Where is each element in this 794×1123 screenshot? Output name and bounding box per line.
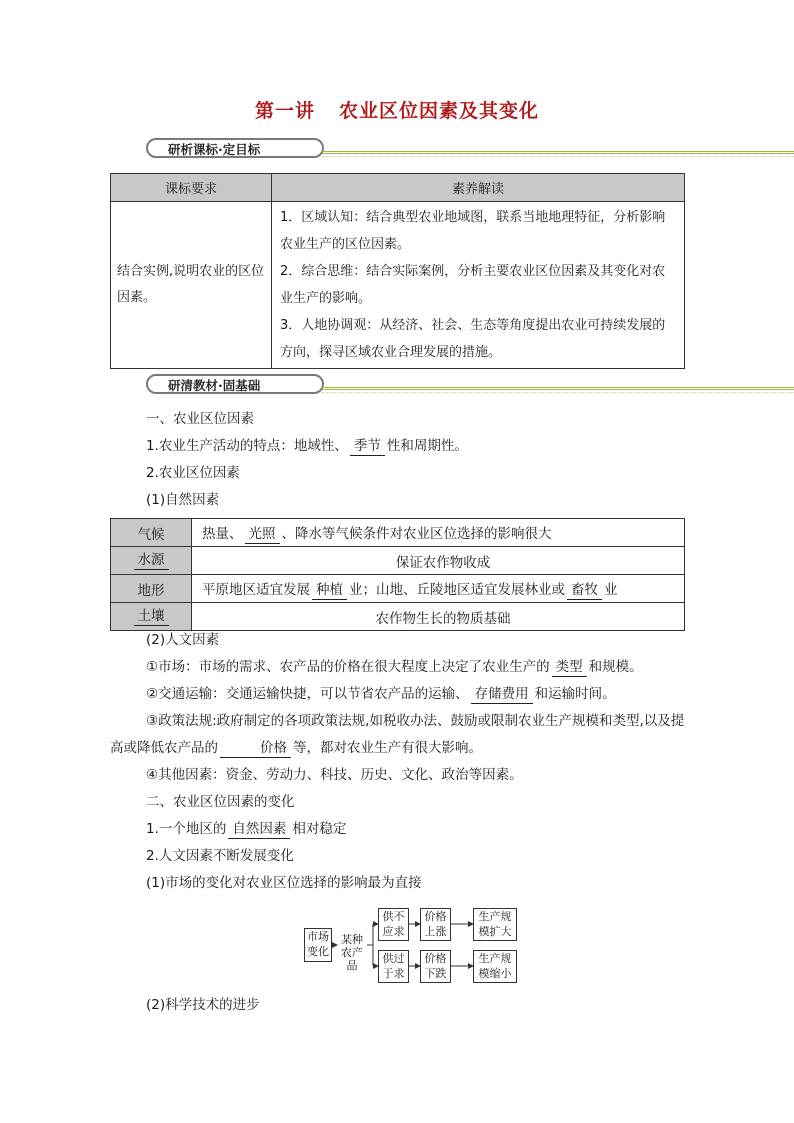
factor-label: 地形 [111,575,192,603]
natural-factors-table [110,518,685,631]
literacy-interpretation [272,202,685,369]
factor-label: 气候 [111,519,192,547]
table-row [111,547,685,575]
expand-box: 生产规模扩大 [473,908,517,941]
factor-description: 保证农作物收成 [192,547,685,575]
banner-label: 研析课标·定目标 [146,138,324,158]
header-literacy: 素养解读 [272,174,685,202]
banner-label: 研清教材·固基础 [146,374,324,394]
paragraph-changing: 2.人文因素不断发展变化 [146,848,294,864]
literacy-item: 3．人地协调观：从经济、社会、生态等角度提出农业可持续发展的方向，探寻区域农业合理发展的措施。 [280,318,666,360]
market-change-box: 市场变化 [304,928,332,962]
answer-blank: 畜牧 [567,581,602,600]
factor-label [111,547,192,575]
section-heading-2: 二、农业区位因素的变化 [146,794,295,810]
market-flow-diagram [300,905,520,985]
answer-blank: 存储费用 [471,685,533,704]
answer-blank: 种植 [312,581,347,600]
standards-table [110,173,685,369]
banner-rule-dotted [322,392,794,393]
paragraph-policy: ③政策法规:政府制定的各项政策法规,如税收办法、鼓励或限制农业生产规模和类型,以及提高或降低农产品的 价格 等，都对农业生产有很大影响。 [110,713,685,756]
factor-description: 平原地区适宜发展 种植 业；山地、丘陵地区适宜发展林业或 畜牧 业 [192,575,685,603]
answer-blank: 土壤 [134,607,169,626]
paragraph-factors: 2.农业区位因素 [146,465,240,481]
lecture-number: 第一讲 [254,100,315,122]
table-row [111,519,685,547]
paragraph-market: ①市场：市场的需求、农产品的价格在很大程度上决定了农业生产的 类型 和规模。 [146,659,643,675]
answer-blank: 水源 [134,551,169,570]
table-row [111,202,685,369]
product-label: 某种农产品 [341,933,363,972]
answer-blank: 类型 [552,658,587,677]
supply-over-box: 供过于求 [378,950,409,983]
section-heading-1: 一、农业区位因素 [146,411,254,427]
header-standard: 课标要求 [111,174,272,202]
price-down-box: 价格下跌 [420,950,451,983]
paragraph-technology: (2)科学技术的进步 [146,997,260,1013]
answer-blank: 季节 [350,437,385,456]
paragraph-natural: (1)自然因素 [146,492,220,508]
banner-rule [322,151,794,154]
banner-rule-dotted [322,156,794,157]
paragraph-features: 1.农业生产活动的特点：地域性、 季节 性和周期性。 [146,438,468,454]
paragraph-transport: ②交通运输：交通运输快捷，可以节省农产品的运输、 存储费用 和运输时间。 [146,686,616,702]
table-header-row [111,174,685,202]
paragraph-other: ④其他因素：资金、劳动力、科技、历史、文化、政治等因素。 [146,767,523,783]
answer-blank: 自然因素 [228,820,290,839]
banner-rule [322,387,794,390]
standard-requirement: 结合实例,说明农业的区位因素。 [111,202,272,369]
literacy-item: 2．综合思维：结合实际案例，分析主要农业区位因素及其变化对农业生产的影响。 [280,264,666,306]
answer-blank: 价格 [220,739,291,758]
supply-short-box: 供不应求 [378,908,409,941]
table-row [111,575,685,603]
paragraph-market-change: (1)市场的变化对农业区位选择的影响最为直接 [146,875,422,891]
page-title [0,96,794,123]
answer-blank: 光照 [245,525,280,544]
literacy-item: 1．区域认知：结合典型农业地域图，联系当地地理特征，分析影响农业生产的区位因素。 [280,210,666,252]
paragraph-human: (2)人文因素 [146,632,220,648]
price-up-box: 价格上涨 [420,908,451,941]
lecture-title: 农业区位因素及其变化 [339,100,540,122]
factor-description: 热量、 光照 、降水等气候条件对农业区位选择的影响很大 [192,519,685,547]
factor-description: 农作物生长的物质基础 [192,603,685,631]
shrink-box: 生产规模缩小 [473,950,517,983]
paragraph-stable: 1.一个地区的 自然因素 相对稳定 [146,821,347,837]
